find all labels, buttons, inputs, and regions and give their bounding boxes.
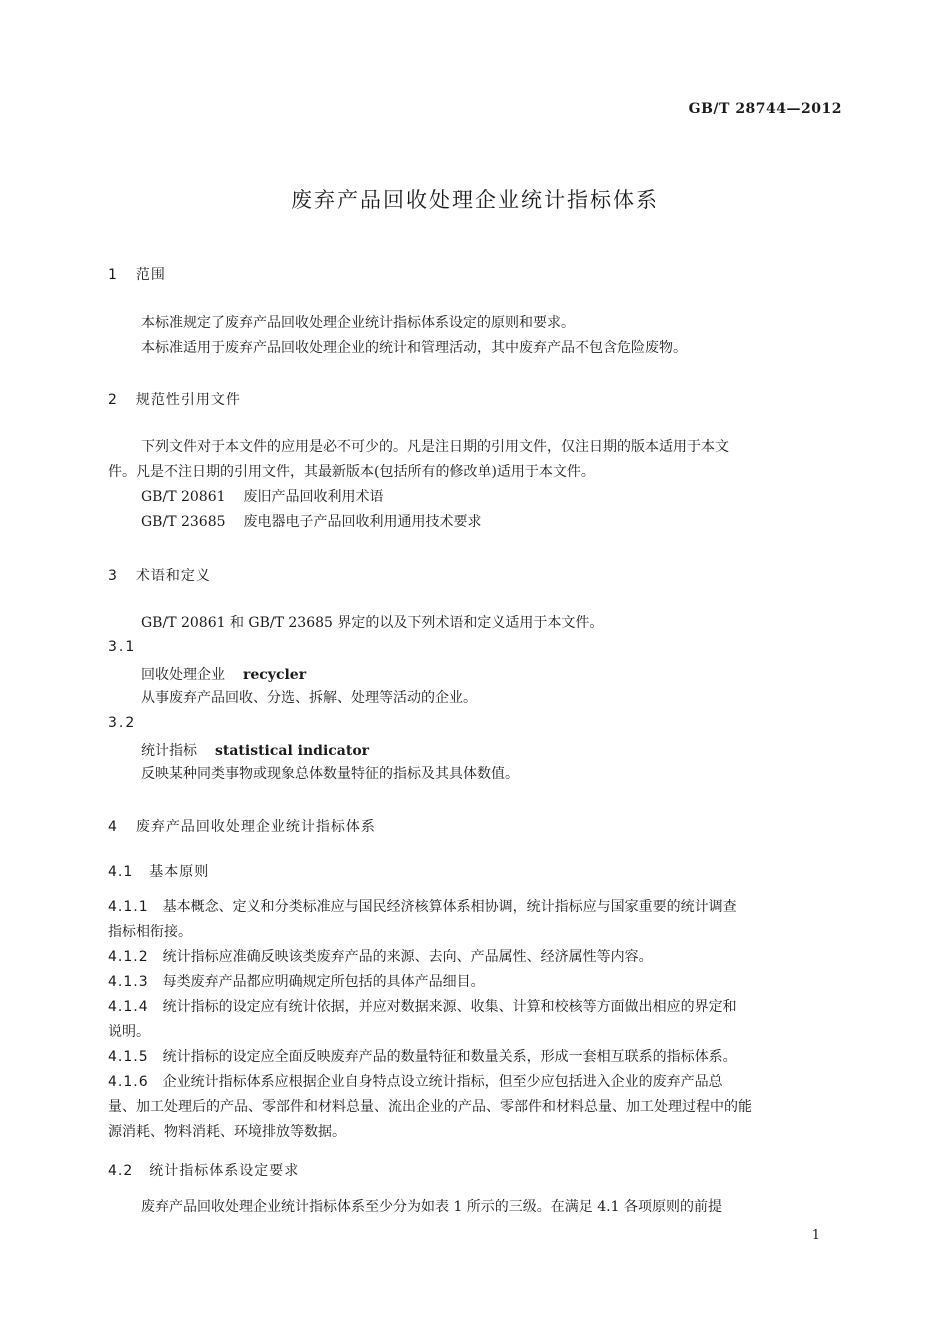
clause-4-1-5 [108,1045,737,1070]
clause-4-1-4 [108,995,737,1020]
page-number: 1 [811,1228,820,1243]
reference-title: 废电器电子产品回收利用通用技术要求 [243,514,482,530]
term-chinese: 回收处理企业 [141,667,225,683]
standard-code: GB/T 28744—2012 [688,101,842,117]
clause-continuation: 指标相衔接。 [108,924,192,940]
clause-text: 统计指标应准确反映该类废弃产品的来源、去向、产品属性、经济属性等内容。 [162,949,653,965]
section-4-heading [108,816,376,836]
paragraph-line: 下列文件对于本文件的应用是必不可少的。凡是注日期的引用文件，仅注日期的版本适用于本文 [141,439,729,455]
subsection-title: 统计指标体系设定要求 [149,1163,300,1179]
subsection-number: 4.2 [108,1163,134,1179]
clause-number: 4.1.3 [108,974,149,990]
clause-4-1-3 [108,970,485,995]
paragraph: 本标准规定了废弃产品回收处理企业统计指标体系设定的原则和要求。 [141,315,575,331]
term-definition: 反映某种同类事物或现象总体数量特征的指标及其具体数值。 [141,766,519,782]
section-title: 范围 [135,267,166,283]
section-number: 4 [108,819,118,835]
clause-4-1-2 [108,945,653,970]
reference-title: 废旧产品回收利用术语 [243,489,384,505]
section-number: 3 [108,568,118,584]
clause-continuation: 量、加工处理后的产品、零部件和材料总量、流出企业的产品、零部件和材料总量、加工处理过程中的能 [108,1099,752,1115]
clause-text: 企业统计指标体系应根据企业自身特点设立统计指标，但至少应包括进入企业的废弃产品总 [162,1074,723,1090]
term-english: statistical indicator [215,743,370,759]
section-title: 规范性引用文件 [135,392,241,408]
paragraph-line: 件。凡是不注日期的引用文件，其最新版本(包括所有的修改单)适用于本文件。 [108,464,595,480]
section-number: 2 [108,392,118,408]
normative-reference [141,485,384,510]
clause-text: 基本概念、定义和分类标准应与国民经济核算体系相协调，统计指标应与国家重要的统计调查 [162,899,737,915]
clause-number: 4.1.6 [108,1074,149,1090]
section-1-heading [108,264,166,284]
subsection-number: 4.1 [108,864,134,880]
clause-4-1-6 [108,1070,723,1095]
subsection-4-2-heading [108,1160,299,1180]
clause-number: 4.1.1 [108,899,149,915]
term-english: recycler [243,667,307,683]
paragraph: 废弃产品回收处理企业统计指标体系至少分为如表 1 所示的三级。在满足 4.1 各项原则的前提 [141,1199,722,1215]
paragraph: 本标准适用于废弃产品回收处理企业的统计和管理活动，其中废弃产品不包含危险废物。 [141,340,687,356]
section-3-heading [108,565,211,585]
term-number: 3.1 [108,639,137,655]
section-title: 废弃产品回收处理企业统计指标体系 [135,819,376,835]
document-title: 废弃产品回收处理企业统计指标体系 [291,188,659,212]
clause-number: 4.1.4 [108,999,149,1015]
normative-reference [141,510,482,535]
section-number: 1 [108,267,118,283]
section-2-heading [108,389,241,409]
term-number: 3.2 [108,715,137,731]
reference-code: GB/T 23685 [141,514,226,530]
clause-number: 4.1.2 [108,949,149,965]
reference-code: GB/T 20861 [141,489,226,505]
clause-text: 统计指标的设定应全面反映废弃产品的数量特征和数量关系，形成一套相互联系的指标体系。 [162,1049,737,1065]
subsection-title: 基本原则 [149,864,210,880]
term-chinese: 统计指标 [141,743,197,759]
term-entry [141,740,369,760]
clause-text: 统计指标的设定应有统计依据，并应对数据来源、收集、计算和校核等方面做出相应的界定和 [162,999,737,1015]
clause-continuation: 说明。 [108,1024,150,1040]
clause-number: 4.1.5 [108,1049,149,1065]
clause-4-1-1 [108,895,737,920]
term-definition: 从事废弃产品回收、分选、拆解、处理等活动的企业。 [141,690,477,706]
term-entry [141,664,306,684]
section-title: 术语和定义 [135,568,211,584]
clause-text: 每类废弃产品都应明确规定所包括的具体产品细目。 [162,974,485,990]
clause-continuation: 源消耗、物料消耗、环境排放等数据。 [108,1124,346,1140]
paragraph: GB/T 20861 和 GB/T 23685 界定的以及下列术语和定义适用于本文件。 [141,615,604,631]
subsection-4-1-heading [108,861,209,881]
